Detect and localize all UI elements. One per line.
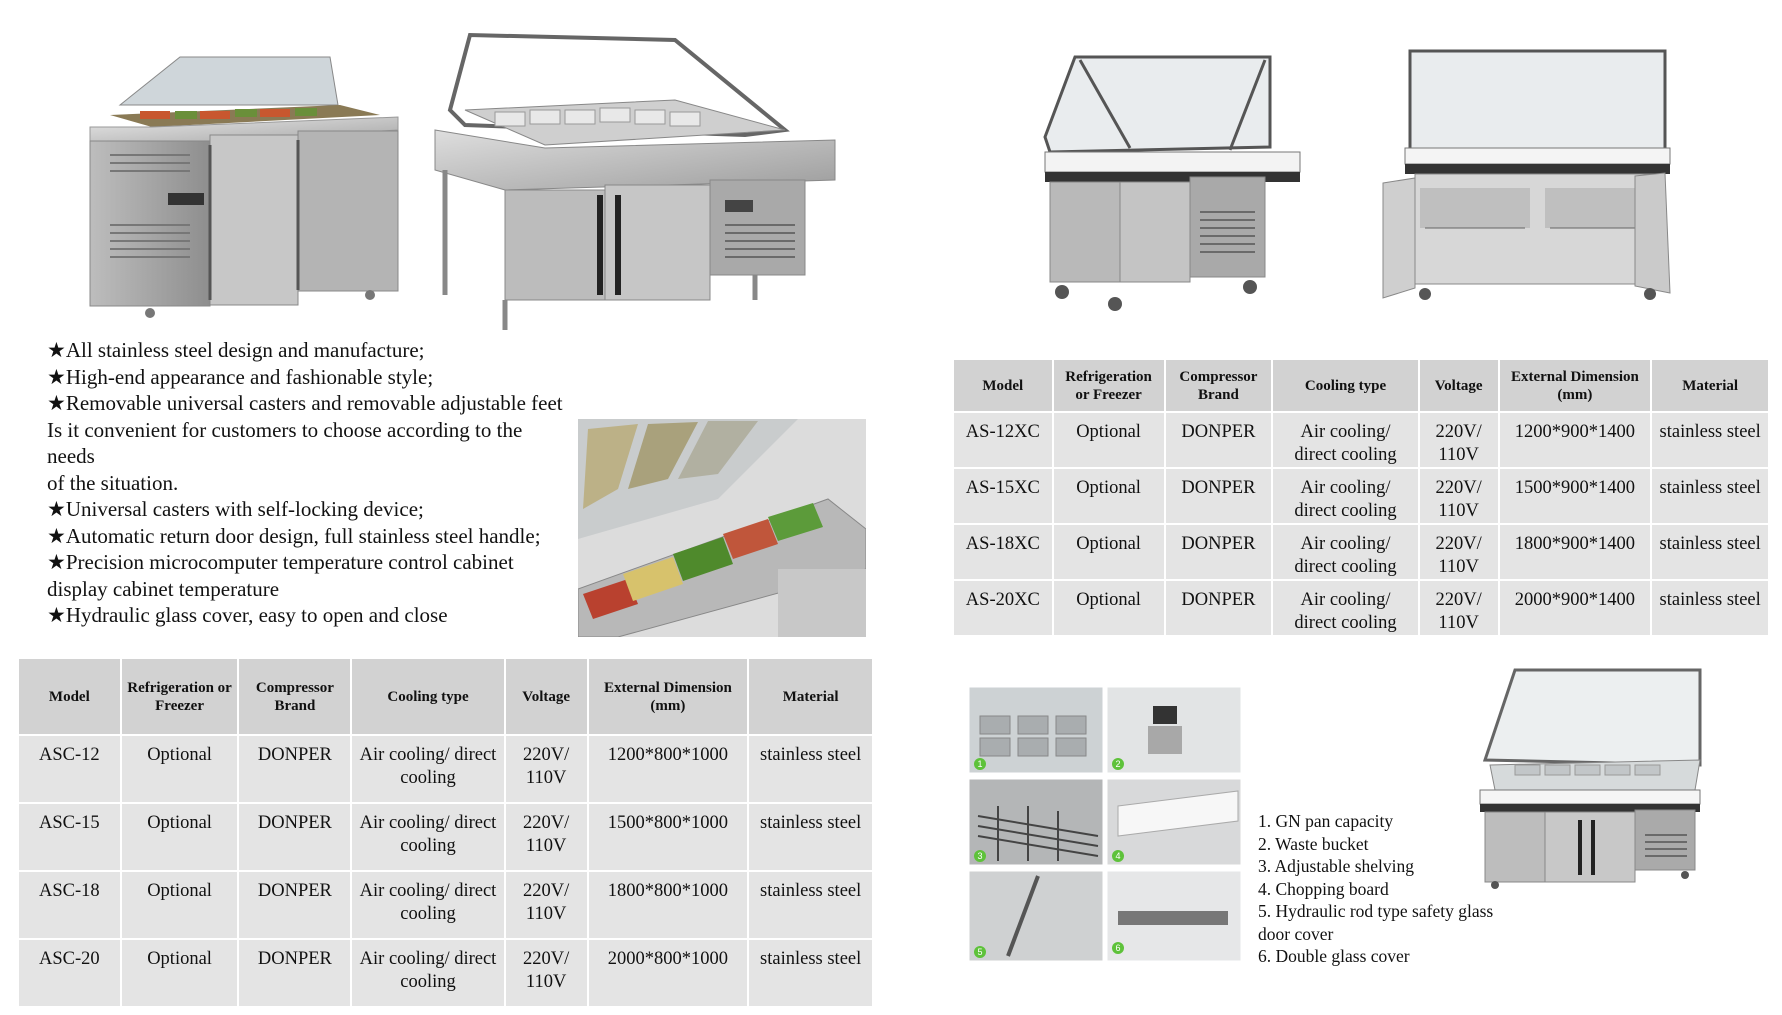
cell-compressor: DONPER [1165,524,1273,580]
header-refrigeration: Refrigeration or Freezer [1053,359,1165,412]
cell-compressor: DONPER [238,735,351,803]
cell-voltage: 220V/ 110V [505,939,588,1007]
cell-model: AS-20XC [953,580,1053,636]
cell-voltage: 220V/ 110V [1419,468,1499,524]
product-photo-salad-bar-2 [1380,48,1680,306]
feature-item: ★High-end appearance and fashionable style; [47,364,434,389]
header-cooling-type: Cooling type [1272,359,1418,412]
cell-dimension: 2000*800*1000 [588,939,749,1007]
cell-cooling-type: Air cooling/ direct cooling [1272,524,1418,580]
header-material: Material [1651,359,1769,412]
table-header-row [18,658,873,735]
table-row [18,939,873,1007]
cell-voltage: 220V/ 110V [1419,524,1499,580]
cell-cooling-type: Air cooling/ direct cooling [1272,412,1418,468]
cell-cooling-type: Air cooling/ direct cooling [1272,468,1418,524]
component-item: 3. Adjustable shelving [1258,856,1415,876]
cell-compressor: DONPER [1165,412,1273,468]
cell-refrigeration: Optional [1053,524,1165,580]
detail-number-2: 2 [1112,758,1124,770]
header-material: Material [748,658,873,735]
cell-voltage: 220V/ 110V [1419,580,1499,636]
cell-model: AS-18XC [953,524,1053,580]
table-row [18,803,873,871]
cell-voltage: 220V/ 110V [505,871,588,939]
cell-material: stainless steel [1651,468,1769,524]
cell-compressor: DONPER [238,939,351,1007]
cell-model: ASC-15 [18,803,121,871]
cell-material: stainless steel [748,939,873,1007]
feature-item: Is it convenient for customers to choose according to the needs [47,417,523,468]
detail-number-6: 6 [1112,942,1124,954]
cell-dimension: 1500*800*1000 [588,803,749,871]
cell-compressor: DONPER [1165,468,1273,524]
cell-cooling-type: Air cooling/ direct cooling [351,803,504,871]
detail-number-4: 4 [1112,850,1124,862]
table-header-row [953,359,1769,412]
product-photo-pizza-table-2 [425,30,837,335]
product-photo-pizza-table-1 [80,45,410,320]
header-voltage: Voltage [1419,359,1499,412]
cell-refrigeration: Optional [121,735,239,803]
table-row [953,580,1769,636]
cell-material: stainless steel [748,803,873,871]
cell-material: stainless steel [1651,580,1769,636]
cell-refrigeration: Optional [1053,412,1165,468]
feature-item: ★Removable universal casters and removable adjustable feet [47,391,563,415]
cell-dimension: 1200*900*1400 [1499,412,1652,468]
cell-cooling-type: Air cooling/ direct cooling [351,939,504,1007]
header-cooling-type: Cooling type [351,658,504,735]
cell-material: stainless steel [748,735,873,803]
feature-list [47,337,607,629]
detail-photo-grid [968,686,1242,962]
cell-material: stainless steel [748,871,873,939]
component-item: 1. GN pan capacity [1258,811,1394,831]
cell-material: stainless steel [1651,524,1769,580]
cell-compressor: DONPER [238,871,351,939]
component-item: 6. Double glass cover [1258,946,1410,966]
cell-refrigeration: Optional [121,803,239,871]
feature-item: ★Precision microcomputer temperature control cabinet display cabinet temperature [47,550,514,601]
cell-dimension: 2000*900*1400 [1499,580,1652,636]
header-model: Model [953,359,1053,412]
feature-item: of the situation. [47,470,179,495]
table-row [18,735,873,803]
detail-number-3: 3 [974,850,986,862]
spec-table-asc [17,657,874,1008]
cell-compressor: DONPER [1165,580,1273,636]
table-row [953,524,1769,580]
cell-dimension: 1500*900*1400 [1499,468,1652,524]
spec-table-as-xc [952,358,1770,637]
cell-refrigeration: Optional [1053,468,1165,524]
cell-cooling-type: Air cooling/ direct cooling [351,735,504,803]
component-item: 2. Waste bucket [1258,833,1369,854]
cell-dimension: 1800*900*1400 [1499,524,1652,580]
header-dimension: External Dimension (mm) [1499,359,1652,412]
cell-cooling-type: Air cooling/ direct cooling [351,871,504,939]
cell-material: stainless steel [1651,412,1769,468]
cell-refrigeration: Optional [121,939,239,1007]
product-photo-gn-pans-closeup [578,419,866,637]
cell-refrigeration: Optional [121,871,239,939]
component-item: 5. Hydraulic rod type safety glass door cover [1258,901,1494,944]
table-row [18,871,873,939]
cell-voltage: 220V/ 110V [505,803,588,871]
product-photo-salad-bar-1 [1040,52,1315,314]
cell-model: ASC-12 [18,735,121,803]
detail-number-5: 5 [974,946,986,958]
cell-cooling-type: Air cooling/ direct cooling [1272,580,1418,636]
header-compressor: Compressor Brand [1165,359,1273,412]
header-compressor: Compressor Brand [238,658,351,735]
table-row [953,412,1769,468]
feature-item: ★All stainless steel design and manufacture; [47,338,425,362]
cell-model: AS-12XC [953,412,1053,468]
table-row [953,468,1769,524]
feature-item: ★Hydraulic glass cover, easy to open and close [47,603,448,627]
header-refrigeration: Refrigeration or Freezer [121,658,239,735]
cell-compressor: DONPER [238,803,351,871]
cell-model: ASC-20 [18,939,121,1007]
header-dimension: External Dimension (mm) [588,658,749,735]
header-model: Model [18,658,121,735]
component-item: 4. Chopping board [1258,878,1389,899]
feature-item: ★Universal casters with self-locking device; [47,497,424,521]
cell-dimension: 1200*800*1000 [588,735,749,803]
cell-refrigeration: Optional [1053,580,1165,636]
cell-model: ASC-18 [18,871,121,939]
cell-model: AS-15XC [953,468,1053,524]
cell-voltage: 220V/ 110V [505,735,588,803]
component-list [1258,810,1558,968]
feature-item: ★Automatic return door design, full stainless steel handle; [47,523,541,548]
detail-number-1: 1 [974,758,986,770]
header-voltage: Voltage [505,658,588,735]
cell-voltage: 220V/ 110V [1419,412,1499,468]
cell-dimension: 1800*800*1000 [588,871,749,939]
